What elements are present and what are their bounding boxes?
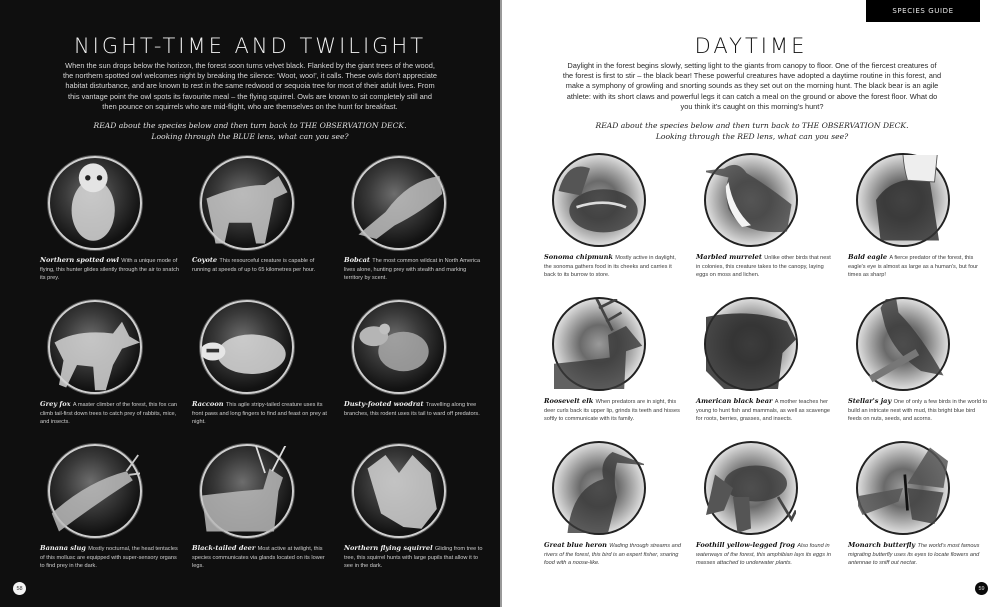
species-card — [696, 435, 848, 579]
species-card — [848, 147, 1000, 291]
species-name: Great blue heron — [544, 541, 610, 549]
prompt-line-1: READ about the species below and then turn back to THE OBSERVATION DECK. — [595, 121, 909, 130]
species-card — [544, 147, 696, 291]
owl-icon — [48, 156, 142, 250]
species-name: Marbled murrelet — [696, 253, 765, 261]
species-card — [192, 438, 344, 582]
species-caption — [192, 256, 332, 274]
species-card — [344, 150, 496, 294]
intro-paragraph: When the sun drops below the horizon, the forest soon turns velvet black. Flanked by the giant trees of the wood, the northern spotted owl welcomes night by breaking the silence: 'Woot, woo!', it calls. These owls don't appreciate habitat disturbance, and are known to rest in the same redwood or sequoia tree for most of their adult lives. From this vantage point the owl spots its favourite meal – the flying squirrel. Owls are known to sit completely still and then pounce on squirrels who are mid-flight, who are themselves on the hunt for breakfast. — [62, 61, 438, 111]
species-caption — [192, 400, 332, 427]
frog-icon — [704, 441, 798, 535]
species-name: Roosevelt elk — [544, 397, 596, 405]
species-description: Also found in waterways of the forest, this amphibian lays its eggs in masses attached to underwater plants. — [696, 543, 831, 567]
species-card — [544, 291, 696, 435]
species-name: Black-tailed deer — [192, 544, 258, 552]
murrelet-icon — [704, 153, 798, 247]
species-description: Most active at twilight, this species communicates via glands located on its lower legs. — [192, 546, 325, 570]
eagle-icon — [856, 153, 950, 247]
species-card — [40, 150, 192, 294]
heron-icon — [552, 441, 646, 535]
species-card — [40, 438, 192, 582]
raccoon-icon — [200, 300, 294, 394]
right-page-day — [500, 0, 1000, 607]
species-caption — [544, 397, 684, 424]
species-caption — [696, 253, 836, 280]
bobcat-icon — [352, 156, 446, 250]
jay-icon — [856, 297, 950, 391]
page-number: 59 — [975, 582, 988, 595]
flying-squirrel-icon — [352, 444, 446, 538]
species-card — [344, 438, 496, 582]
species-description: When predators are in sight, this deer curls back its upper lip, grinds its teeth and hisses softly to communicate with its family. — [544, 399, 680, 423]
species-caption — [40, 544, 180, 571]
coyote-icon — [200, 156, 294, 250]
species-caption — [848, 253, 988, 280]
species-caption — [696, 541, 836, 568]
species-guide-tab: SPECIES GUIDE — [866, 0, 980, 22]
species-caption — [40, 256, 180, 283]
species-description: A fierce predator of the forest, this eagle's eye is almost as large as a human's, but four times as sharp! — [848, 255, 978, 279]
elk-icon — [552, 297, 646, 391]
species-card — [344, 294, 496, 438]
reading-prompt — [60, 121, 440, 142]
species-name: Grey fox — [40, 400, 73, 408]
species-name: Raccoon — [192, 400, 226, 408]
species-name: Northern spotted owl — [40, 256, 122, 264]
species-description: Unlike other birds that nest in colonies, this creature takes to the canopy, laying eggs on moss and lichen. — [696, 255, 831, 279]
species-description: This resourceful creature is capable of running at speeds of up to 65 kilometres per hour. — [192, 258, 316, 273]
species-description: Mostly nocturnal, the head tentacles of this mollusc are equipped with super-sensory organs to find prey in the dark. — [40, 546, 178, 570]
page-number: 58 — [13, 582, 26, 595]
species-description: With a unique mode of flying, this hunter glides silently through the air to snatch its prey. — [40, 258, 179, 282]
species-description: Mostly active in daylight, the sonoma gathers food in its cheeks and carries it back to its burrow to store. — [544, 255, 676, 279]
prompt-line-1: READ about the species below and then turn back to THE OBSERVATION DECK. — [93, 121, 407, 130]
species-caption — [344, 544, 484, 571]
species-name: Sonoma chipmunk — [544, 253, 616, 261]
species-name: American black bear — [696, 397, 775, 405]
species-name: Northern flying squirrel — [344, 544, 435, 552]
species-name: Bobcat — [344, 256, 373, 264]
butterfly-icon — [856, 441, 950, 535]
species-card — [192, 150, 344, 294]
species-card — [848, 291, 1000, 435]
species-name: Bald eagle — [848, 253, 890, 261]
species-description: Travelling along tree branches, this rodent uses its tail to ward off predators. — [344, 402, 480, 417]
species-caption — [40, 400, 180, 427]
page-title: DAYTIME — [694, 34, 808, 58]
species-description: Wading through streams and rivers of the forest, this bird is an expert fisher, snaring food with a noose-like. — [544, 543, 681, 567]
woodrat-icon — [352, 300, 446, 394]
prompt-line-2: Looking through the BLUE lens, what can you see? — [151, 131, 349, 141]
species-name: Foothill yellow-legged frog — [696, 541, 798, 549]
species-name: Coyote — [192, 256, 220, 264]
species-grid — [544, 147, 988, 579]
species-description: This agile stripy-tailed creature uses its front paws and long fingers to find and feast on prey at night. — [192, 402, 327, 426]
species-card — [696, 291, 848, 435]
species-card — [848, 435, 1000, 579]
species-caption — [848, 541, 988, 568]
fox-icon — [48, 300, 142, 394]
species-grid — [40, 150, 483, 582]
species-description: Gliding from tree to tree, this squirrel hunts with large pupils that allow it to see in the dark. — [344, 546, 483, 570]
species-name: Stellar's jay — [848, 397, 894, 405]
reading-prompt — [562, 121, 942, 142]
page-title: NIGHT-TIME AND TWILIGHT — [73, 34, 427, 58]
species-caption — [192, 544, 332, 571]
species-caption — [544, 541, 684, 568]
intro-paragraph: Daylight in the forest begins slowly, setting light to the giants from canopy to floor. One of the fiercest creatures of the forest is first to stir – the black bear! These powerful creatures have adopted a daytime routine in this forest, and make a symphony of growling and snorting sounds as they set out on the morning hunt. The black bear is an agile athlete: with its short claws and powerful legs it can catch a meal on the ground or above the forest floor. What do you think it's caught on this morning's hunt? — [562, 61, 942, 111]
species-description: One of only a few birds in the world to build an intricate nest with mud, this bright blue bird feeds on nuts, seeds, and acorns. — [848, 399, 988, 423]
species-caption — [696, 397, 836, 424]
bear-icon — [704, 297, 798, 391]
species-caption — [848, 397, 988, 424]
species-name: Monarch butterfly — [848, 541, 918, 549]
species-description: A mother teaches her young to hunt fish and mammals, as well as scavenge for roots, berries, grasses, and insects. — [696, 399, 831, 423]
species-card — [544, 435, 696, 579]
species-caption — [344, 256, 484, 283]
species-card — [40, 294, 192, 438]
species-card — [192, 294, 344, 438]
prompt-line-2: Looking through the RED lens, what can you see? — [655, 131, 849, 141]
species-description: The world's most famous migrating butterfly uses its eyes to locate flowers and antennae to sniff out nectar. — [848, 543, 980, 567]
species-caption — [344, 400, 484, 418]
chipmunk-icon — [552, 153, 646, 247]
species-name: Dusty-footed woodrat — [344, 400, 426, 408]
species-name: Banana slug — [40, 544, 89, 552]
species-description: A master climber of the forest, this fox can climb tail-first down trees to catch prey of rabbits, mice, and insects. — [40, 402, 178, 426]
species-caption — [544, 253, 684, 280]
species-description: The most common wildcat in North America lives alone, hunting prey with stealth and marking territory by scent. — [344, 258, 481, 282]
species-card — [696, 147, 848, 291]
deer-icon — [200, 444, 294, 538]
slug-icon — [48, 444, 142, 538]
